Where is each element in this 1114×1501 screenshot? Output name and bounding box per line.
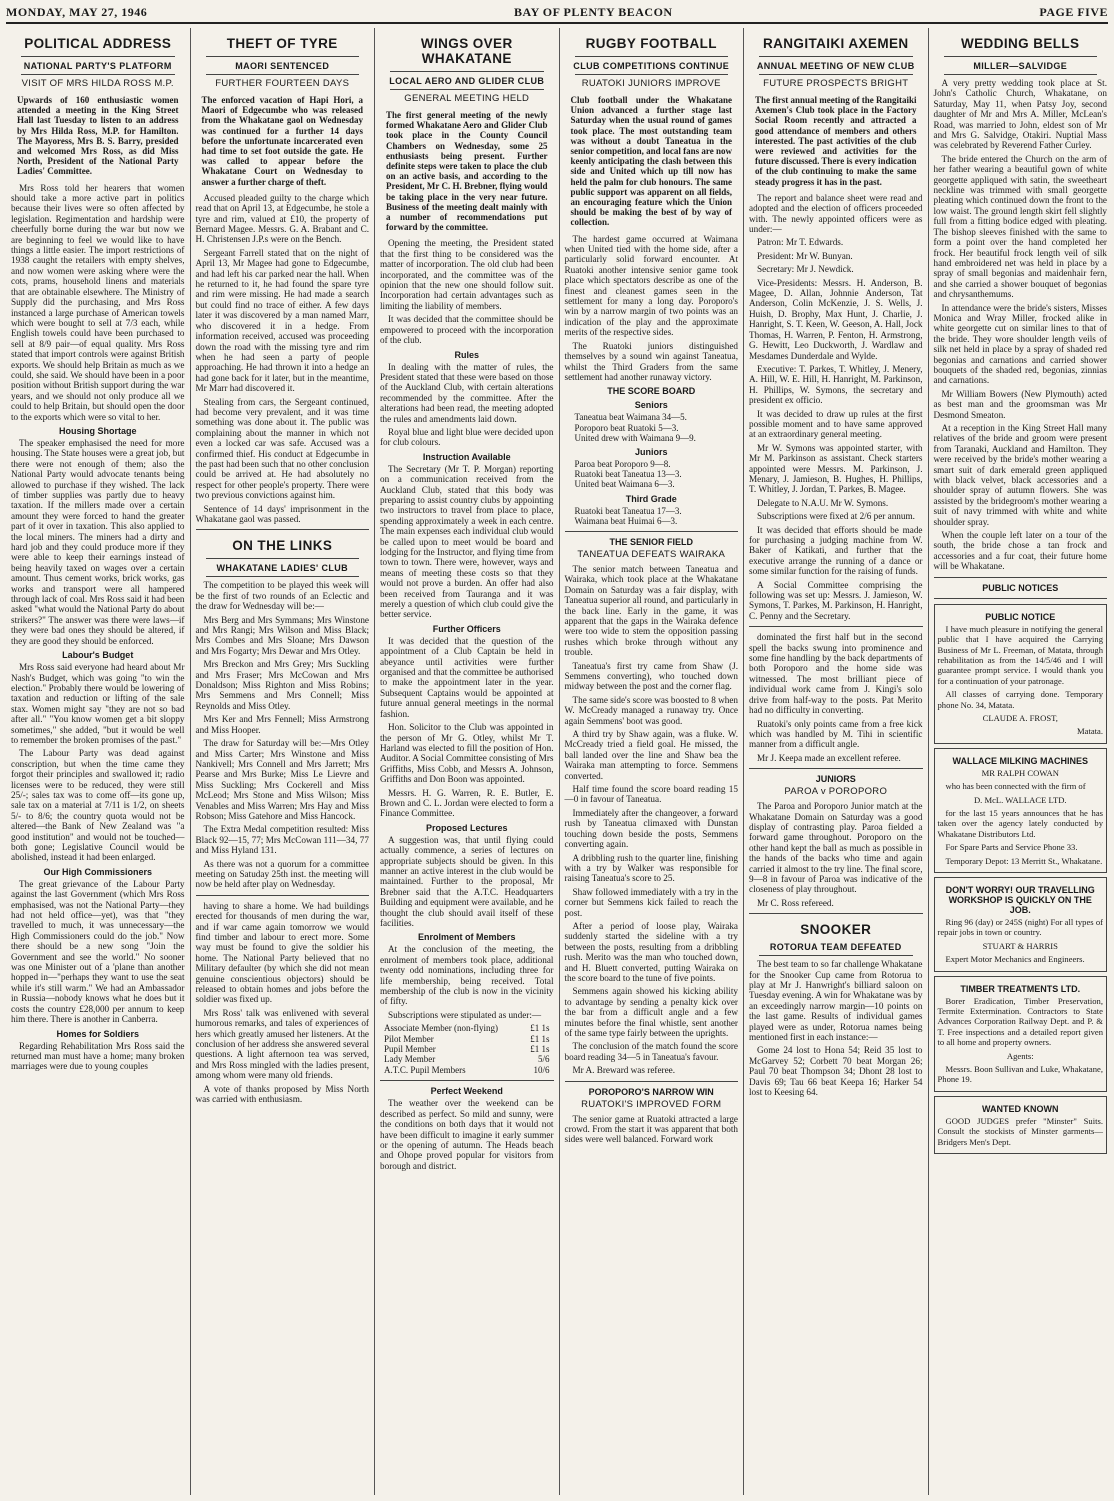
paragraph: The great grievance of the Labour Party against the last Government (which Mrs Ross emphasised, was not the National Party—they had not held office—yet), was that "they travelled to much, it was unnecessary—the High Commissioners could do the job." Now there should be a new song "Join the Government and see the world." No sooner was one Minister out of a 'plane than another hopped in—"perhaps they want to use the seat while it's still warm." We had an Ambassador in Russia—nobody knows what he does but it costs the country £28,000 per annum to keep him there. There is another in Canberra. bbox=[11, 878, 185, 1025]
divider bbox=[749, 768, 923, 769]
section-heading: Labour's Budget bbox=[62, 650, 134, 661]
advert-heading: TIMBER TREATMENTS LTD. bbox=[960, 983, 1081, 994]
section-heading: THE SCORE BOARD bbox=[607, 386, 696, 397]
paragraph: For Spare Parts and Service Phone 33. bbox=[945, 842, 1078, 853]
divider bbox=[206, 558, 360, 559]
issue-date: MONDAY, MAY 27, 1946 bbox=[6, 4, 148, 19]
paragraph: Half time found the score board reading 15—0 in favour of Taneatua. bbox=[564, 784, 738, 805]
divider bbox=[565, 1081, 739, 1082]
paragraph: Patron: Mr T. Edwards. bbox=[757, 237, 844, 248]
divider bbox=[944, 74, 1098, 75]
section-heading: PUBLIC NOTICES bbox=[982, 582, 1059, 593]
subhead: RUATOKI JUNIORS IMPROVE bbox=[581, 78, 721, 89]
advert-heading: PUBLIC NOTICE bbox=[985, 611, 1056, 622]
score-line: Taneatua beat Waimana 34—5. bbox=[574, 412, 687, 423]
headline-political-address: POLITICAL ADDRESS bbox=[24, 36, 172, 51]
advertiser-name: CLAUDE A. FROST, bbox=[982, 712, 1058, 723]
paragraph: As there was not a quorum for a committee meeting on Satuday 25th inst. the meeting will now be held after play on Wednesday. bbox=[195, 858, 369, 890]
table-row: A.T.C. Pupil Members 10/6 bbox=[384, 1064, 550, 1075]
paragraph: Ruatoki's only points came from a free kick which was handled by M. Tihi in scientific manner from a difficult angle. bbox=[749, 718, 923, 750]
paragraph: Sentence of 14 days' imprisonment in the Whakatane gaol was passed. bbox=[195, 503, 369, 525]
score-line: United drew with Waimana 9—9. bbox=[574, 432, 696, 443]
paragraph: Hon. Solicitor to the Club was appointed in the person of Mr G. Otley, whilst Mr T. Harland was elected to fill the position of Hon. Auditor. A Social Committee consisting of Mrs Griffiths, Miss Cobb, and Messrs A. Johnson, Griffiths and Don Boon was appointed. bbox=[380, 722, 554, 785]
section-heading: Juniors bbox=[634, 446, 668, 457]
subhead: GENERAL MEETING HELD bbox=[404, 93, 530, 104]
section-heading: Housing Shortage bbox=[58, 425, 137, 436]
divider bbox=[21, 74, 175, 75]
section-heading: Proposed Lectures bbox=[425, 822, 508, 833]
advert-heading: WANTED KNOWN bbox=[982, 1103, 1059, 1114]
paragraph: Mr W. Symons was appointed starter, with Mr M. Parkinson as assistant. Check starters appointed were Messrs. M. Parkinson, J. Menary, J. Jamieson, B. Hughes, H. Phillips, T. Whitley, J. Jordan, T. Parkes, B. Magee. bbox=[749, 442, 923, 495]
paragraph: The report and balance sheet were read and adopted and the election of officers proceeded with. The newly appointed officers were as under:— bbox=[749, 192, 923, 235]
paragraph: After a period of loose play, Wairaka suddenly started the sideline with a try between the posts, resulting from a dribbling rush. Merito was the man who touched down, and H. Bluett converted, putting Wairaka on the score board to the tune of five points. bbox=[564, 920, 738, 983]
paragraph: Mrs Ross told her hearers that women should take a more active part in politics because their lives were so often affected by legislation. Regimentation and hardship were cheerfully borne during the war but now we are beginning to feel we would like to have things a little easier. The import restrictions of 1938 caught the retailers with empty shelves, and now women were asking where were the cots, prams, household linens and materials that are obtainable elsewhere. The Ministry of Supply did the purchasing, and Mrs Ross instanced a large purchase of American towels which were bought to sell at 7/3 each, while English towels could have been purchased to sell at 8/9 pair—of equal quality. Mrs Ross stated that import controls were against British exports. We should help Britain as much as we could, she said. We should have been in a poor position without British support during the war years, and we should not only produce all we could to help Britain, but should open the door to the exports which were so vital to her. bbox=[11, 182, 185, 422]
lead-paragraph: The first annual meeting of the Rangitaiki Axemen's Club took place in the Factory Social Room recently and attracted a good attendance of members and others interested. The past activities of the club were reviewed and activities for the future discussed. There is every indication of the club continuing to make the same steady progress it has in the past. bbox=[755, 95, 917, 187]
paragraph: Executive: T. Parkes, T. Whitley, J. Menery, A. Hill, W. E. Hill, H. Hanright, M. Parkinson, H. Phillips, W. Symons, the secretary and president ex officio. bbox=[749, 363, 923, 406]
paragraph: The Secretary (Mr T. P. Morgan) reporting on a communication received from the Auckland Club, stated that this body was preparing to assist country clubs by appointing two instructors to travel from place to place, spending approximately a week in each centre. The main expenses each individual club would be called upon to meet would be board and lodging for the Instructor, and flying time from town to town. There were, however, ways and means of meeting these costs so that they would not prove a burden. An offer had also been received from Tauranga and it was merely a question of which club could give the better service. bbox=[380, 463, 554, 620]
headline-wedding-bells: WEDDING BELLS bbox=[961, 36, 1080, 51]
paragraph: Sergeant Farrell stated that on the night of April 13, Mr Magee had gone to Edgecumbe, and had left his car parked near the hall. When he returned to it, he had found the spare tyre and rim were missing. He had made a search but could find no trace of either. A few days later it was discovered by a man named Marr, who discovered it in a hedge. From information received, accused was proceeding down the road with the missing tyre and rim when he had seen a party of people approaching. He had thrown it into a hedge an had gone back for it later, but in the meantime, Mr Marr had discovered it. bbox=[195, 247, 369, 394]
paragraph: Mrs Ker and Mrs Fennell; Miss Armstrong and Miss Hooper. bbox=[195, 714, 369, 735]
paragraph: Opening the meeting, the President stated that the first thing to be considered was the matter of incorporation. The old club had been incorporated, and the committee was of the opinion that the new one should follow suit. Incorporation had certain advantages such as limiting the liability of members. bbox=[380, 238, 554, 311]
section-heading: Our High Commissioners bbox=[43, 866, 153, 877]
paragraph: Accused pleaded guilty to the charge which read that on April 13, at Edgecumbe, he stole a tyre and rim, valued at £10, the property of Bernard Magee. Messrs. G. A. Brabant and C. H. Christensen J.P.s were on the Bench. bbox=[195, 192, 369, 245]
paragraph: The competition to be played this week will be the first of two rounds of an Eclectic and the draw for Wednesday will be:— bbox=[195, 580, 369, 612]
column-wedding-and-notices bbox=[929, 28, 1113, 1495]
paragraph: When the couple left later on a tour of the south, the bride chose a tan frock and accessories and a fur coat, their future home will be Whakatane. bbox=[933, 530, 1107, 572]
paragraph: A third try by Shaw again, was a fluke. W. McCready tried a field goal. He missed, the ball landed over the line and Shaw bea the Wairaka man attempting to force. Semmens converted. bbox=[564, 729, 738, 781]
headline-rugby-football: RUGBY FOOTBALL bbox=[585, 36, 717, 51]
section-heading: Further Officers bbox=[432, 623, 501, 634]
newspaper-title: BAY OF PLENTY BEACON bbox=[514, 4, 673, 19]
divider bbox=[196, 529, 370, 530]
paragraph: MR RALPH COWAN bbox=[981, 767, 1059, 778]
paragraph: Borer Eradication, Timber Preservation, Termite Extermination. Contractors to State Advances Corporation Railway Dept. and P. & T. Free inspections and a detailed report given to all home and property owners. bbox=[937, 995, 1103, 1048]
subhead: LOCAL AERO AND GLIDER CLUB bbox=[389, 76, 545, 86]
score-line: Poroporo beat Ruatoki 5—3. bbox=[574, 422, 679, 433]
paragraph: GOOD JUDGES prefer "Minster" Suits. Consult the stockists of Minster garments—Bridgers Men's Dept. bbox=[937, 1115, 1103, 1147]
paragraph: Vice-Presidents: Messrs. H. Anderson, B. Magee, D. Allan, Johnnie Anderson, Tat Anderson, Colin McKenzie, J. S. Wells, J. Huish, D. Brophy, Max Hunt, J. Charlie, J. Hanright, S. T. Keen, W. Geeson, A. Hall, Jock Thomas, H. Warren, P. Fenton, H. Armstrong, G. Hewitt, Leo Duckworth, J. Wardlaw and Mesdames Dunderdale and Wylde. bbox=[749, 277, 923, 361]
paragraph: It was decided to draw up rules at the first possible moment and to have same approved at an extraordinary general meeting. bbox=[749, 408, 923, 440]
subhead: ROTORUA TEAM DEFEATED bbox=[769, 942, 902, 953]
subscription-table bbox=[384, 1023, 550, 1075]
paragraph: The conclusion of the match found the score board reading 34—5 in Taneatua's favour. bbox=[564, 1041, 738, 1062]
divider bbox=[575, 56, 729, 57]
divider bbox=[934, 577, 1108, 578]
advert-wallace-milking bbox=[934, 748, 1108, 873]
subhead: FUTURE PROSPECTS BRIGHT bbox=[763, 78, 909, 89]
divider bbox=[206, 56, 360, 57]
paragraph: At a reception in the King Street Hall many relatives of the bride and groom were present from Taranaki, Auckland and Hamilton. They were received by the bride's mother wearing a smart suit of dark emerald green appliqued with black velvet, black accessories and a shoulder spray of autumn flowers. She was assisted by the bridegroom's mother wearing a suit of navy trimmed with white and white shoulder spray. bbox=[933, 423, 1107, 527]
divider bbox=[390, 71, 544, 72]
table-row: Associate Member (non-flying) £1 1s bbox=[384, 1023, 550, 1034]
paragraph: All classes of carrying done. Temporary phone No. 34, Matata. bbox=[937, 689, 1103, 710]
divider bbox=[749, 913, 923, 914]
paragraph: Royal blue and light blue were decided upon for club colours. bbox=[380, 426, 554, 448]
paragraph: The weather over the weekend can be described as perfect. So mild and sunny, were the conditions on both days that it would not have been difficult to imagine it early summer or the opening of autumn. The Heads beach and Ohope proved popular for visitors from borough and district. bbox=[380, 1098, 554, 1171]
column-rugby-football bbox=[560, 28, 745, 1495]
section-heading: Third Grade bbox=[625, 493, 677, 504]
paragraph: A very pretty wedding took place at St. John's Catholic Church, Whakatane, on Saturday, May 11, when Patsy Joy, second daughter of Mr and Mrs A. Miller, McLean's Road, was married to John, eldest son of Mr and Mrs G. Salvidge, Otakiri. Nuptial Mass was celebrated by Reverend Father Curley. bbox=[933, 78, 1107, 151]
paragraph: A dribbling rush to the quarter line, finishing with a try by Walker was responsible for raising Taneatua's score to 25. bbox=[564, 852, 738, 884]
lead-paragraph: The first general meeting of the newly formed Whakatane Aero and Glider Club took place in the County Council Chambers on Wednesday, some 25 enthusiasts being present. Further definite steps were taken to place the club on an active basis, and according to the President, Mr C. H. Brebner, flying would be taking place in the very near future. Business of the meeting dealt mainly with a number of recommendations put forward by the committee. bbox=[386, 110, 548, 233]
advert-public-notice bbox=[934, 604, 1108, 744]
paragraph: Mr William Bowers (New Plymouth) acted as best man and the groomsman was Mr Desmond Smeaton. bbox=[933, 388, 1107, 420]
divider bbox=[390, 89, 544, 90]
paragraph: The senior match between Taneatua and Wairaka, which took place at the Whakatane Domain on Saturday was a fair display, with Taneatua superior all round, and particularly in the back line. Early in the game, it was apparent that the gaps in the Wairaka defence were too wide to stem the opposition passing rushes which broke through without any trouble. bbox=[564, 563, 738, 658]
subhead: TANEATUA DEFEATS WAIRAKA bbox=[577, 548, 726, 560]
divider bbox=[759, 74, 913, 75]
subhead: FURTHER FOURTEEN DAYS bbox=[215, 78, 350, 89]
paragraph: The same side's score was boosted to 8 when W. McCready managed a runaway try. Once again Semmens' boot was good. bbox=[564, 694, 738, 726]
paragraph: The bride entered the Church on the arm of her father wearing a beautiful gown of white georgette appliqued with satin, the sweetheart neckline was trimmed with small georgette pleating which continued down the front to the low waist. The ground length skirt fell slightly full from a fitting bodice edged with pleating. The bishop sleeves finished with the same to form a point over the hand completed her frock. Her beautiful frock length veil of silk hand embroidered net was held in place by a spray of small begonias and maidenhair fern, and she carried a shower bouquet of begonias and chrysanthemums. bbox=[933, 153, 1107, 300]
paragraph: Messrs. Boon Sullivan and Luke, Whakatane, Phone 19. bbox=[937, 1064, 1103, 1085]
page-number: PAGE FIVE bbox=[1039, 4, 1108, 19]
column-rangitaiki-axemen bbox=[744, 28, 929, 1495]
paragraph: At the conclusion of the meeting, the enrolment of members took place, additional twenty odd nominations, including three for life membership, being received. Total membership of the club is now in the vicinity of fifty. bbox=[380, 944, 554, 1007]
section-heading: Seniors bbox=[634, 400, 668, 411]
paragraph: Gome 24 lost to Hona 54; Reid 35 lost to McGarvey 52; Corbett 70 beat Morgan 26; Paul 70 beat Thompson 34; Dhont 28 lost to Davis 69; Tau 66 beat Keepa 16; Harker 54 lost to Keesing 64. bbox=[749, 1045, 923, 1098]
advert-heading: WALLACE MILKING MACHINES bbox=[952, 755, 1088, 766]
paragraph: Delegate to N.A.U. Mr W. Symons. bbox=[757, 497, 889, 508]
paragraph: D. McL. WALLACE LTD. bbox=[973, 794, 1067, 805]
section-heading: Instruction Available bbox=[422, 451, 511, 462]
divider bbox=[206, 74, 360, 75]
subhead: VISIT OF MRS HILDA ROSS M.P. bbox=[21, 78, 174, 89]
paragraph: Temporary Depot: 13 Merritt St., Whakatane. bbox=[945, 855, 1103, 866]
table-row: Pupil Member £1 1s bbox=[384, 1044, 550, 1055]
column-wings-over-whakatane bbox=[375, 28, 560, 1495]
paragraph: who has been connected with the firm of bbox=[945, 781, 1086, 792]
score-line: Ruatoki beat Taneatua 17—3. bbox=[574, 505, 682, 516]
score-line: Ruatoki beat Taneatua 13—3. bbox=[574, 469, 682, 480]
subhead: RUATOKI'S IMPROVED FORM bbox=[581, 1098, 722, 1110]
headline-snooker: SNOOKER bbox=[800, 922, 872, 938]
paragraph: The hardest game occurred at Waimana when United tied with the home side, after a particularly solid forward encounter. At Ruatoki another intensive senior game took place which spectators describe as one of the finest and cleanest games seen in the settlement for many a long day. Poroporo's win by a narrow margin of two points was an indication of the play and the approximate merits of the respective sides. bbox=[564, 233, 738, 338]
paragraph: The Ruatoki juniors distinguished themselves by a sound win against Taneatua, whilst the Third Graders from the same settlement had another runaway victory. bbox=[564, 340, 738, 382]
divider bbox=[565, 531, 739, 532]
paragraph: Mrs Ross said everyone had heard about Mr Nash's Budget, which was going "to win the election." Probably there would be lowering of taxation and reduction or lifting of the sale stax. Women might say "they are not so bad after all." "You know women get a bit sloppy sometimes," she added, "but it would be well to remember the broken promises of the past." bbox=[11, 662, 185, 745]
subhead: PAROA v POROPORO bbox=[784, 786, 888, 798]
paragraph: Mrs Berg and Mrs Symmans; Mrs Winstone and Mrs Rangi; Mrs Wilson and Miss Black; Mrs Combes and Mrs Sloane; Mrs Dawson and Mrs Fogarty; Mrs Dewar and Mrs Otley. bbox=[195, 614, 369, 656]
paragraph: Mr C. Ross refereed. bbox=[757, 897, 834, 908]
paragraph: Immediately after the changeover, a forward rush by Taneatua climaxed with Dunstan touching down beside the posts, Semmens converting again. bbox=[564, 807, 738, 850]
paragraph: STUART & HARRIS bbox=[982, 940, 1058, 951]
section-heading: JUNIORS bbox=[815, 774, 856, 785]
table-row: Pilot Member £1 1s bbox=[384, 1033, 550, 1044]
advert-timber-treatments bbox=[934, 976, 1108, 1092]
subhead: CLUB COMPETITIONS CONTINUE bbox=[573, 61, 730, 71]
divider bbox=[196, 895, 370, 896]
headline-rangitaiki-axemen: RANGITAIKI AXEMEN bbox=[762, 36, 909, 51]
subhead: NATIONAL PARTY'S PLATFORM bbox=[23, 61, 172, 71]
section-heading: Homes for Soldiers bbox=[56, 1028, 140, 1039]
column-political-address bbox=[6, 28, 191, 1495]
paragraph: Semmens again showed his kicking ability to advantage by sending a penalty kick over the bar from a difficult angle and a few minutes before the final whistle, sent another of the same type fairly between the uprights. bbox=[564, 986, 738, 1039]
paragraph: Mr J. Keepa made an excellent referee. bbox=[757, 752, 901, 763]
masthead bbox=[6, 2, 1108, 24]
paragraph: A vote of thanks proposed by Miss North was carried with enthusiasm. bbox=[195, 1083, 369, 1105]
section-heading: Enrolment of Members bbox=[417, 932, 516, 943]
page-columns bbox=[6, 28, 1112, 1495]
subhead: MAORI SENTENCED bbox=[235, 61, 330, 71]
section-heading: THE SENIOR FIELD bbox=[609, 536, 693, 547]
score-line: Waimana beat Huimai 6—3. bbox=[574, 515, 678, 526]
paragraph: A Social Committee comprising the following was set up: Messrs. J. Jamieson, W. Symons, T. Parkes, M. Parkinson, H. Hanright, C. Penny and the Secretary. bbox=[749, 579, 923, 621]
table-row: Lady Member 5/6 bbox=[384, 1054, 550, 1065]
section-heading: Rules bbox=[454, 349, 479, 360]
paragraph: Regarding Rehabilitation Mrs Ross said the returned man must have a home; many broken marriages were due to young couples bbox=[11, 1040, 185, 1072]
score-line: United beat Waimana 6—3. bbox=[574, 479, 675, 490]
paragraph: In attendance were the bride's sisters, Misses Monica and Wray Miller, frocked alike in white georgette cut on similar lines to that of the bride. They wore shoulder length veils of silk net held in place by a spray of shaded red begonias and carnations and carried shower bouquets of the shaded red, begonias, zinnias and carnations. bbox=[933, 302, 1107, 386]
divider bbox=[759, 56, 913, 57]
paragraph: The draw for Saturday will be:—Mrs Otley and Miss Carter; Mrs Winstone and Miss Nankivell; Mrs Connell and Mrs Jarrett; Mrs Pearse and Mrs Burke; Miss Le Lievre and Miss Suckling; Mrs Cockerell and Miss McLeod; Mrs Stone and Miss Wilson; Miss Venables and Miss Warren; Mrs Hay and Miss Robson; Miss Gatehore and Miss Hancock. bbox=[195, 738, 369, 821]
paragraph: The Extra Medal competition resulted: Miss Black 92—15, 77; Mrs McCowan 111—34, 77 and Miss Hyland 131. bbox=[195, 824, 369, 856]
score-line: Paroa beat Poroporo 9—8. bbox=[574, 458, 671, 469]
paragraph: dominated the first half but in the second spell the backs swung into prominence and some fine handling by the back departments of both Poroporo and the home side was witnessed. The most brilliant piece of individual work came from J. Kingi's solo drive from half-way to the posts. Pat Merito had no difficulty in converting. bbox=[749, 632, 923, 716]
section-heading: Perfect Weekend bbox=[430, 1086, 503, 1097]
divider bbox=[749, 626, 923, 627]
paragraph: having to share a home. We had buildings erected for thousands of men during the war, and if war came again tomorrow we would find timber and labour to erect more. Some way must be found to give the soldier his home. The National Party believed that no Military defaulter (by which she did not mean genuine conscientious objectors) should be released to obtain homes and jobs before the soldier was fixed up. bbox=[195, 900, 369, 1005]
advertiser-location: Matata. bbox=[1076, 726, 1103, 737]
paragraph: Mrs Ross' talk was enlivened with several humorous remarks, and tales of experiences of hers which greatly amused her listeners. At the conclusion of her address she answered several questions. A light afternoon tea was served, and Mrs Ross mingled with the ladies present, among whom were many old friends. bbox=[195, 1007, 369, 1081]
paragraph: Ring 96 (day) or 245S (night) For all types of repair jobs in town or country. bbox=[937, 917, 1103, 938]
paragraph: Expert Motor Mechanics and Engineers. bbox=[945, 954, 1085, 965]
paragraph: The speaker emphasised the need for more housing. The State houses were a great job, but there were not enough of them; also the National Party would advocate tenants being allowed to purchase if they wished. The lack of timber supplies was partly due to heavy taxation. If the millers made over a certain amount they were forced to hand the greater part of it over in taxation. This also applied to the local miners. The miners had a dirty and hard job and they could produce more if they were able to keep their earnings instead of being heavily taxed on wages over a certain amount. Thus cement works, brick works, gas works and transport were all hampered through lack of coal. Mrs Ross said it had been asked "what would the National Party do about strikers?" The answer was there were laws—if they were bad ones they should be altered, if they are good they should be enforced. bbox=[11, 437, 185, 646]
advert-heading: DON'T WORRY! OUR TRAVELLING WORKSHOP IS QUICKLY ON THE JOB. bbox=[945, 885, 1095, 915]
divider bbox=[934, 598, 1108, 599]
paragraph: The best team to so far challenge Whakatane for the Snooker Cup came from Rotorua to play at Mr J. Hanwright's billiard saloon on Tuesday evening. A win for Whakatane was by an exceedingly narrow margin—10 points on the last game. Results of individual games played were as under, Rotorua names being mentioned first in each instance:— bbox=[749, 959, 923, 1043]
divider bbox=[21, 56, 175, 57]
paragraph: The Paroa and Poroporo Junior match at the Whakatane Domain on Saturday was a good display of contrasting play. Paroa fielded a forward game throughout. Poroporo on the other hand kept the ball as much as possible in the hands of the backs who time and again carried it almost to the try line. The final score, 9—8 in favour of Paroa was indicative of the closeness of play throughout. bbox=[749, 801, 923, 895]
lead-paragraph: The enforced vacation of Hapi Hori, a Maori of Edgecumbe who was released from the Whakatane gaol on Wednesday was continued for a further 14 days before the unfortunate incarcerated even had time to set foot outside the gate. He was called to appear before the Whakatane Court on Wednesday to answer a further charge of theft. bbox=[201, 95, 363, 187]
divider bbox=[575, 74, 729, 75]
paragraph: I have much pleasure in notifying the general public that I have acquired the Carrying Business of Mr L. Freeman, of Matata, through rehabilitation as from the 14/5/46 and I will guarantee prompt service. I would thank you for a continuation of your patronage. bbox=[937, 623, 1103, 686]
divider bbox=[759, 955, 913, 956]
paragraph: Subscriptions were fixed at 2/6 per annum. bbox=[757, 511, 915, 522]
subhead: ANNUAL MEETING OF NEW CLUB bbox=[756, 61, 915, 71]
paragraph: The senior game at Ruatoki attracted a large crowd. From the start it was apparent that both sides were well balanced. Forward work bbox=[564, 1113, 738, 1145]
headline-theft-of-tyre: THEFT OF TYRE bbox=[226, 36, 338, 51]
advert-stuart-harris bbox=[934, 877, 1108, 972]
paragraph: Subscriptions were stipulated as under:— bbox=[388, 1009, 542, 1020]
headline-wings-over-whakatane: WINGS OVER WHAKATANE bbox=[420, 36, 513, 66]
section-heading: POROPORO'S NARROW WIN bbox=[588, 1086, 714, 1097]
divider bbox=[206, 576, 360, 577]
advert-wanted-known bbox=[934, 1096, 1108, 1154]
subhead: WHAKATANE LADIES' CLUB bbox=[216, 563, 349, 574]
paragraph: In dealing with the matter of rules, the President stated that these were based on those of the Auckland Club, with certain alterations recommended by the committee. After the alterations had been read, the meeting adopted the rules and amendments laid down. bbox=[380, 361, 554, 424]
subhead: MILLER—SALVIDGE bbox=[973, 61, 1068, 71]
paragraph: Taneatua's first try came from Shaw (J. Semmens converting), who touched down midway between the post and the corner flag. bbox=[564, 660, 738, 692]
paragraph: Secretary: Mr J. Newdick. bbox=[757, 264, 854, 275]
divider bbox=[944, 56, 1098, 57]
paragraph: Agents: bbox=[1006, 1050, 1034, 1061]
column-theft-of-tyre bbox=[191, 28, 376, 1495]
lead-paragraph: Upwards of 160 enthusiastic women attended a meeting in the King Street Hall last Tuesday to listen to an address by Mrs Hilda Ross, M.P. for Hamilton. The Mayoress, Mrs B. S. Barry, presided and welcomed Mrs Ross, as did Miss North, President of the National Party Ladies' Committee. bbox=[17, 95, 179, 177]
paragraph: The Labour Party was dead against conscription, but when the time came they forgot their principles and swallowed it; radio licenses were to be reduced, they were still 25/-; sales tax was to come off—its gone up, sale tax on a material at 7/11 is 1/2, on sheets 5/- to 8/6; the country quota would not be altered—the Bank of New Zealand was "a good institution" and would not be touched—both gone; Legislative Council would be abolished, instead it had been enlarged. bbox=[11, 748, 185, 863]
paragraph: Stealing from cars, the Sergeant continued, had become very prevalent, and it was time something was done about it. The public was complaining about the manner in which not even a locked car was safe. Accused was a confirmed thief. His conduct at Edgecumbe in the past had been such that no other conclusion could be arrived at. He had absolutely no respect for other people's property. There were two previous convictions against him. bbox=[195, 396, 369, 501]
paragraph: for the last 15 years announces that he has taken over the agency lately conducted by Whakatane Distributors Ltd. bbox=[937, 807, 1103, 839]
paragraph: It was decided that the question of the appointment of a Club Captain be held in abeyance until activities were further organised and that the committee be authorised to make the appointment later in the year. Subsequent Captains would be appointed at future annual general meetings in the normal fashion. bbox=[380, 635, 554, 719]
paragraph: Mr A. Breward was referee. bbox=[572, 1065, 676, 1076]
paragraph: It was decided that the committee should be empowered to proceed with the incorporation of the club. bbox=[380, 314, 554, 346]
headline-on-the-links: ON THE LINKS bbox=[232, 538, 333, 554]
paragraph: Messrs. H. G. Warren, R. E. Butler, E. Brown and C. L. Jordan were elected to form a Finance Committee. bbox=[380, 787, 554, 819]
paragraph: Mrs Breckon and Mrs Grey; Mrs Suckling and Mrs Fraser; Mrs McCowan and Mrs Donaldson; Miss Righton and Miss Robins; Mrs Semmens and Mrs Connell; Miss Reynolds and Miss Otley. bbox=[195, 659, 369, 711]
paragraph: It was decided that efforts should be made for purchasing a judging machine from W. Baker of Katikati, and further that the executive arrange the running of a dance or some similar function for the raising of funds. bbox=[749, 524, 923, 577]
paragraph: President: Mr W. Bunyan. bbox=[757, 250, 853, 261]
divider bbox=[380, 1080, 554, 1081]
paragraph: Shaw followed immediately with a try in the corner but Semmens kick failed to reach the post. bbox=[564, 886, 738, 918]
paragraph: A suggestion was, that until flying could actually commence, a series of lectures on appropriate subjects should be given. In this manner an active interest in the club would be maintained. Further to the proposal, Mr Brebner said that the A.T.C. Headquarters Building and equipment were available, and he thought the club should avail itself of these facilities. bbox=[380, 834, 554, 928]
lead-paragraph: Club football under the Whakatane Union advanced a further stage last Saturday when the usual round of games took place. The most outstanding team was without a doubt Taneatua in the senior competition, and local fans are now keenly anticipating the clash between this side and United which up till now has held the palm for club honours. The same public support was apparent on all fields, an encouraging feature which the Union should be making the best of by way of collection. bbox=[570, 95, 732, 228]
